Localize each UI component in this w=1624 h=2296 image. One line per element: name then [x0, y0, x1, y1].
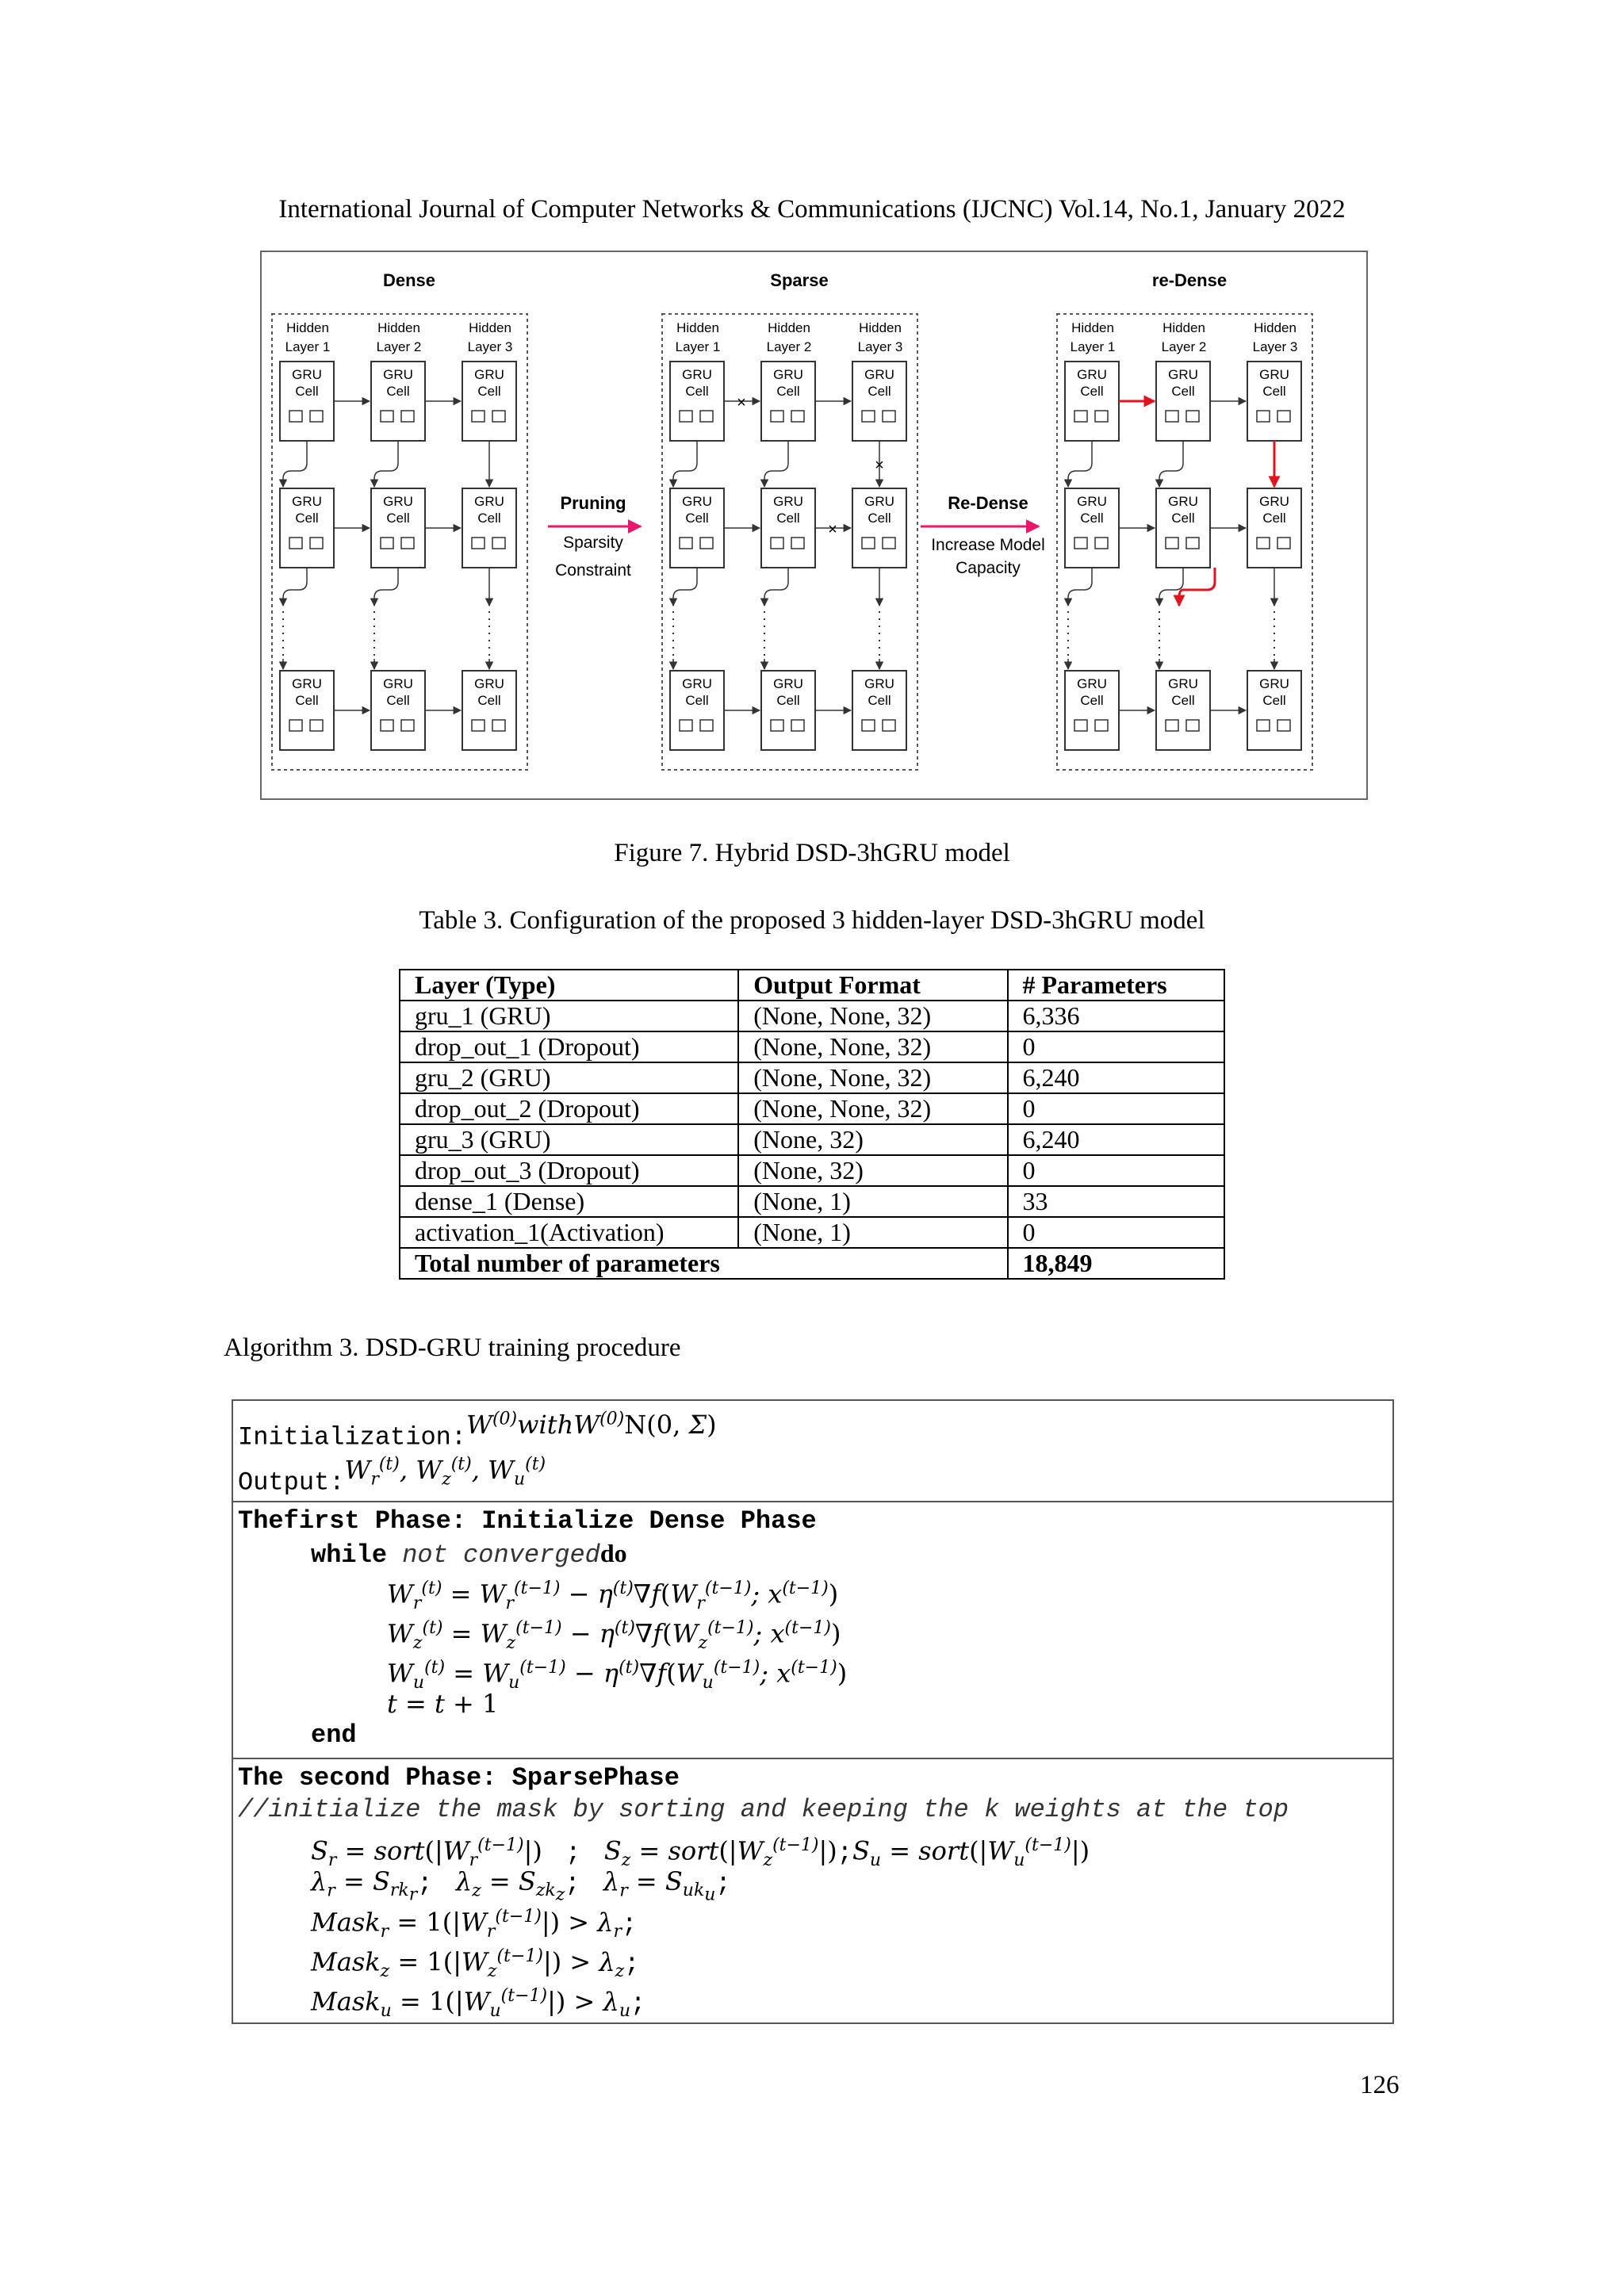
svg-text:Cell: Cell [1262, 384, 1286, 399]
cell-output: (None, None, 32) [738, 1031, 1007, 1062]
total-value: 18,849 [1008, 1248, 1225, 1279]
algo-phase1-section [233, 1501, 1392, 1758]
increment-t: t = t + 1 [387, 1689, 499, 1719]
svg-text:GRU: GRU [773, 367, 803, 382]
cell-params: 0 [1008, 1093, 1225, 1124]
svg-text:Cell: Cell [295, 384, 319, 399]
header-layer: Layer (Type) [400, 970, 738, 1001]
svg-text:GRU: GRU [474, 367, 504, 382]
panel-title-sparse: Sparse [770, 270, 829, 290]
table-caption: Table 3. Configuration of the proposed 3 hidden-layer DSD-3hGRU model [419, 906, 1205, 935]
table-row [400, 1093, 1224, 1124]
phase1-title: Thefirst Phase: Initialize Dense Phase [238, 1506, 817, 1536]
layer-label: Hidden [676, 320, 719, 335]
table-row [400, 1062, 1224, 1093]
cell-output: (None, 1) [738, 1186, 1007, 1217]
svg-text:Cell: Cell [477, 511, 501, 526]
cell-params: 6,336 [1008, 1001, 1225, 1031]
layer-label: Hidden [286, 320, 329, 335]
algorithm-title: Algorithm 3. DSD-GRU training procedure [224, 1334, 681, 1362]
output-label: Output: [238, 1468, 345, 1498]
svg-text:Cell: Cell [295, 693, 319, 708]
cell-output: (None, 1) [738, 1217, 1007, 1248]
svg-text:Cell: Cell [1080, 693, 1104, 708]
svg-text:GRU: GRU [682, 367, 712, 382]
svg-text:GRU: GRU [383, 367, 413, 382]
update-wu: $W_u^{(t)} = W_u^{(t-1)} - \eta^{(t)}\nabla f(W_u^{(t-1)}$; $x^{(t-1)}$) [387, 1658, 848, 1693]
constraint-label: Constraint [555, 561, 631, 580]
end-line [238, 1720, 1388, 1751]
page-number: 126 [1360, 2071, 1400, 2099]
gru-cell [761, 671, 815, 750]
cell-layer: drop_out_3 (Dropout) [400, 1155, 738, 1186]
svg-text:Cell: Cell [1262, 693, 1286, 708]
svg-text:GRU: GRU [474, 676, 504, 691]
gru-cell [280, 362, 334, 441]
cell-params: 0 [1008, 1217, 1225, 1248]
gru-cell [280, 488, 334, 568]
svg-text:Cell: Cell [776, 511, 800, 526]
panel-1 [662, 314, 917, 770]
layer-label: Hidden [859, 320, 902, 335]
sparsity-label: Sparsity [563, 534, 623, 552]
algorithm-box [232, 1399, 1394, 2024]
layer-label: Layer 3 [467, 339, 513, 354]
pruned-mark: × [875, 457, 884, 474]
svg-text:GRU: GRU [1168, 367, 1198, 382]
layer-label: Hidden [1071, 320, 1114, 335]
gru-cell [1156, 488, 1210, 568]
svg-text:GRU: GRU [1259, 494, 1289, 509]
svg-text:GRU: GRU [292, 367, 322, 382]
journal-header: International Journal of Computer Networks & Communications (IJCNC) Vol.14, No.1, January 2022 [278, 195, 1346, 224]
pruning-label: Pruning [560, 493, 626, 513]
phase2-heading [238, 1762, 1388, 1794]
update-wr: $W_r^{(t)} = W_r^{(t-1)} - \eta^{(t)}\nabla f(W_r^{(t-1)}$; $x^{(t-1)}$) [387, 1578, 839, 1614]
algo-output-line [238, 1447, 1388, 1498]
layer-label: Layer 2 [376, 339, 422, 354]
gru-cell [852, 488, 906, 568]
do-keyword: do [599, 1539, 627, 1567]
gru-cell [670, 362, 724, 441]
mask-comment: //initialize the mask by sorting and keeping the k weights at the top [238, 1795, 1289, 1824]
end-keyword: end [311, 1720, 357, 1750]
cell-params: 0 [1008, 1155, 1225, 1186]
cell-output: (None, None, 32) [738, 1001, 1007, 1031]
cell-layer: gru_2 (GRU) [400, 1062, 738, 1093]
svg-text:Cell: Cell [386, 511, 410, 526]
gru-cell [462, 362, 516, 441]
svg-text:GRU: GRU [1077, 494, 1107, 509]
gru-cell [1065, 362, 1119, 441]
svg-text:GRU: GRU [383, 676, 413, 691]
svg-text:Cell: Cell [685, 511, 709, 526]
gru-cell [1156, 671, 1210, 750]
svg-text:Cell: Cell [1262, 511, 1286, 526]
header-params: # Parameters [1008, 970, 1225, 1001]
svg-text:Cell: Cell [868, 693, 891, 708]
mask-r-line: Mask$_r$ = $1(|W_r^{(t-1)}|) > \lambda_r$; [311, 1907, 638, 1942]
gru-cell [670, 488, 724, 568]
svg-text:GRU: GRU [292, 494, 322, 509]
gru-cell [371, 671, 425, 750]
init-formula: $W^{(0)}withW^{(0)}N(0$, Σ) [466, 1409, 717, 1440]
svg-text:Cell: Cell [1171, 384, 1195, 399]
gru-cell [761, 362, 815, 441]
svg-text:GRU: GRU [1259, 676, 1289, 691]
total-label: Total number of parameters [400, 1248, 1008, 1279]
svg-text:GRU: GRU [864, 494, 894, 509]
svg-text:Cell: Cell [386, 384, 410, 399]
panel-2 [1057, 314, 1312, 770]
gru-cell [280, 671, 334, 750]
cell-output: (None, 32) [738, 1155, 1007, 1186]
layer-label: Hidden [1162, 320, 1205, 335]
lambda-line: $\lambda_r = S_{rk_r}$; $\lambda_z = S_{zk_z}$; $\lambda_r = S_{uk_u}$; [311, 1866, 731, 1905]
table-row [400, 1124, 1224, 1155]
algo-phase2-section [233, 1758, 1392, 2022]
header-output: Output Format [738, 970, 1007, 1001]
layer-label: Layer 2 [1161, 339, 1207, 354]
svg-text:Cell: Cell [685, 384, 709, 399]
dsd-figure [260, 251, 1368, 800]
svg-text:Cell: Cell [1080, 511, 1104, 526]
layer-label: Layer 3 [857, 339, 903, 354]
sort-line: $S_r$ = $sort(|W_r^{(t-1)}|)$ ; $S_z$ = $sort(|W_z^{(t-1)}|);S_u$ = $sort(|W_u^{(t-1)}|)$ [311, 1835, 1090, 1871]
svg-text:GRU: GRU [1168, 494, 1198, 509]
increase-capacity-label: Increase Model [931, 536, 1045, 554]
svg-text:Cell: Cell [868, 511, 891, 526]
svg-text:Cell: Cell [776, 693, 800, 708]
svg-text:Cell: Cell [868, 384, 891, 399]
svg-text:Cell: Cell [386, 693, 410, 708]
svg-text:Cell: Cell [776, 384, 800, 399]
table-row [400, 1217, 1224, 1248]
mask-z-line: Mask$_z$ = $1(|W_z^{(t-1)}|) > \lambda_z$; [311, 1946, 640, 1982]
svg-text:GRU: GRU [292, 676, 322, 691]
cell-layer: gru_1 (GRU) [400, 1001, 738, 1031]
cell-params: 6,240 [1008, 1124, 1225, 1155]
layer-label: Hidden [768, 320, 810, 335]
svg-text:GRU: GRU [682, 494, 712, 509]
svg-text:GRU: GRU [1077, 367, 1107, 382]
cell-layer: gru_3 (GRU) [400, 1124, 738, 1155]
while-line [238, 1537, 1388, 1569]
table-row [400, 1001, 1224, 1031]
pruned-mark: × [737, 394, 746, 411]
gru-cell [1247, 362, 1301, 441]
layer-label: Hidden [1254, 320, 1297, 335]
gru-cell [1247, 488, 1301, 568]
gru-cell [1247, 671, 1301, 750]
update-wz: $W_z^{(t)} = W_z^{(t-1)} - \eta^{(t)}\nabla f(W_z^{(t-1)}$; $x^{(t-1)}$) [387, 1618, 841, 1654]
table-row [400, 1155, 1224, 1186]
svg-text:Cell: Cell [295, 511, 319, 526]
svg-text:Cell: Cell [477, 384, 501, 399]
cell-params: 6,240 [1008, 1062, 1225, 1093]
layer-label: Layer 1 [285, 339, 331, 354]
output-formula: $W_r^{(t)}$, $W_z^{(t)}$, $W_u^{(t)}$ [344, 1454, 546, 1490]
phase2-title: The second Phase: SparsePhase [238, 1763, 680, 1793]
svg-text:GRU: GRU [682, 676, 712, 691]
algo-init-line [238, 1404, 1388, 1452]
while-condition: not converged [402, 1540, 600, 1570]
cell-params: 33 [1008, 1186, 1225, 1217]
svg-text:Cell: Cell [685, 693, 709, 708]
layer-label: Hidden [469, 320, 511, 335]
svg-text:Cell: Cell [477, 693, 501, 708]
algo-io-section [233, 1401, 1392, 1501]
layer-label: Layer 2 [766, 339, 812, 354]
cell-layer: dense_1 (Dense) [400, 1186, 738, 1217]
table-row [400, 1031, 1224, 1062]
cell-params: 0 [1008, 1031, 1225, 1062]
gru-cell [1065, 671, 1119, 750]
gru-cell [462, 488, 516, 568]
svg-text:GRU: GRU [383, 494, 413, 509]
gru-cell [462, 671, 516, 750]
layer-label: Layer 1 [1070, 339, 1116, 354]
while-keyword: while [311, 1540, 388, 1570]
gru-cell [371, 362, 425, 441]
table-header-row [400, 970, 1224, 1001]
pruned-mark: × [828, 521, 837, 538]
svg-text:GRU: GRU [773, 676, 803, 691]
cell-layer: drop_out_2 (Dropout) [400, 1093, 738, 1124]
svg-text:Cell: Cell [1080, 384, 1104, 399]
phase1-heading [238, 1506, 1388, 1537]
redense-label: Re-Dense [948, 493, 1028, 513]
layer-label: Hidden [377, 320, 420, 335]
mask-u-line: Mask$_u$ = $1(|W_u^{(t-1)}|) > \lambda_u$; [311, 1986, 646, 2022]
svg-text:GRU: GRU [1259, 367, 1289, 382]
cell-layer: drop_out_1 (Dropout) [400, 1031, 738, 1062]
table-total-row [400, 1248, 1224, 1279]
gru-cell [670, 671, 724, 750]
gru-cell [852, 362, 906, 441]
gru-cell [1065, 488, 1119, 568]
svg-text:GRU: GRU [1168, 676, 1198, 691]
gru-cell [1156, 362, 1210, 441]
panel-0 [272, 314, 527, 770]
svg-text:GRU: GRU [773, 494, 803, 509]
layer-label: Layer 1 [675, 339, 721, 354]
capacity-label: Capacity [956, 559, 1021, 577]
figure-caption: Figure 7. Hybrid DSD-3hGRU model [614, 839, 1010, 867]
cell-output: (None, 32) [738, 1124, 1007, 1155]
table-row [400, 1186, 1224, 1217]
gru-cell [852, 671, 906, 750]
cell-output: (None, None, 32) [738, 1093, 1007, 1124]
gru-cell [761, 488, 815, 568]
gru-cell [371, 488, 425, 568]
layer-label: Layer 3 [1252, 339, 1298, 354]
cell-output: (None, None, 32) [738, 1062, 1007, 1093]
config-table [399, 969, 1225, 1280]
panel-title-dense: Dense [382, 270, 436, 290]
svg-text:Cell: Cell [1171, 511, 1195, 526]
cell-layer: activation_1(Activation) [400, 1217, 738, 1248]
svg-text:GRU: GRU [864, 676, 894, 691]
svg-text:GRU: GRU [1077, 676, 1107, 691]
svg-text:GRU: GRU [864, 367, 894, 382]
svg-text:Cell: Cell [1171, 693, 1195, 708]
panel-title-redense: re-Dense [1151, 270, 1228, 290]
init-label: Initialization: [238, 1422, 467, 1452]
svg-text:GRU: GRU [474, 494, 504, 509]
